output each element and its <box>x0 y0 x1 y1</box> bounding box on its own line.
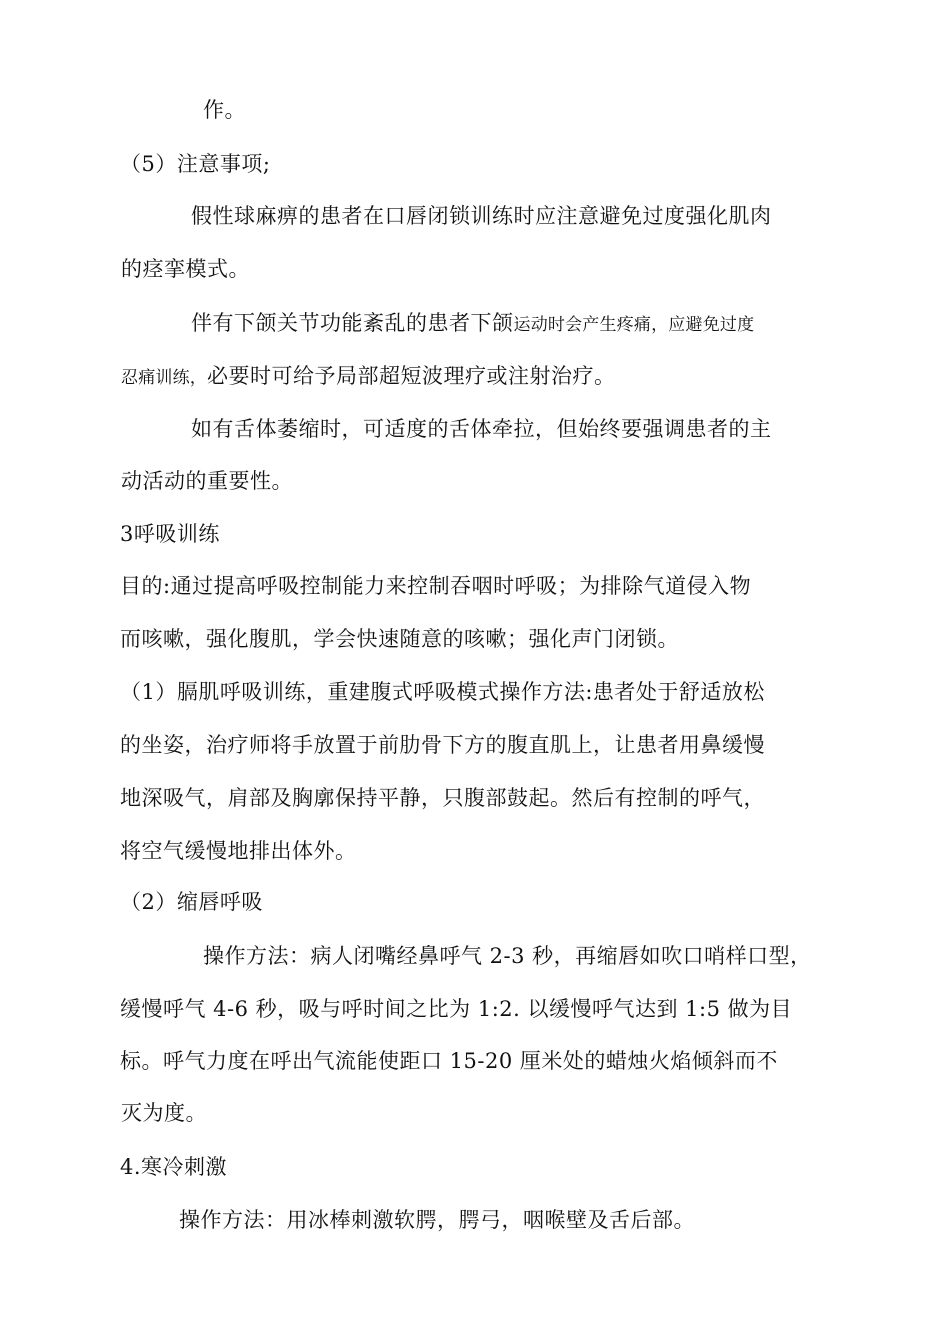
section-heading-cold-stimulation: 4.寒冷刺激 <box>120 1155 228 1179</box>
paragraph-line: 而咳嗽，强化腹肌，学会快速随意的咳嗽；强化声门闭锁。 <box>120 627 679 651</box>
paragraph-line: 假性球麻痹的患者在口唇闭锁训练时应注意避免过度强化肌肉 <box>191 204 772 228</box>
paragraph-line <box>121 362 616 392</box>
paragraph-line: （1）膈肌呼吸训练，重建腹式呼吸模式操作方法:患者处于舒适放松 <box>120 680 765 704</box>
paragraph-line: 如有舌体萎缩时，可适度的舌体牵拉，但始终要强调患者的主 <box>191 417 772 441</box>
text-run: 必要时可给予局部超短波理疗或注射治疗。 <box>207 364 616 388</box>
paragraph-continuation: 作。 <box>203 98 246 122</box>
paragraph-line: 动活动的重要性。 <box>121 469 293 493</box>
paragraph-line: 的坐姿，治疗师将手放置于前肋骨下方的腹直肌上，让患者用鼻缓慢 <box>120 733 765 757</box>
paragraph-line: 的痉挛模式。 <box>121 257 250 281</box>
paragraph-line: 灭为度。 <box>121 1101 207 1125</box>
section-heading-precautions: （5）注意事项; <box>120 152 271 176</box>
paragraph-line <box>191 309 754 339</box>
text-run-small: 运动时会产生疼痛，应避免过度 <box>513 315 755 335</box>
subsection-heading-pursed-lip: （2）缩唇呼吸 <box>120 890 263 914</box>
text-run-small: 忍痛训练， <box>121 368 207 388</box>
paragraph-line: 将空气缓慢地排出体外。 <box>120 839 357 863</box>
section-heading-breathing: 3呼吸训练 <box>120 522 220 546</box>
paragraph-line: 操作方法：病人闭嘴经鼻呼气 2-3 秒，再缩唇如吹口哨样口型， <box>203 944 812 968</box>
paragraph-line: 操作方法：用冰棒刺激软腭，腭弓，咽喉壁及舌后部。 <box>179 1208 695 1232</box>
paragraph-line: 地深吸气，肩部及胸廓保持平静，只腹部鼓起。然后有控制的呼气， <box>120 786 765 810</box>
text-run: 伴有下颌关节功能紊乱的患者下颌 <box>191 311 514 335</box>
paragraph-line: 目的:通过提高呼吸控制能力来控制吞咽时呼吸；为排除气道侵入物 <box>120 574 752 598</box>
paragraph-line: 缓慢呼气 4-6 秒，吸与呼时间之比为 1:2. 以缓慢呼气达到 1:5 做为目 <box>120 997 793 1021</box>
paragraph-line: 标。呼气力度在呼出气流能使距口 15-20 厘米处的蜡烛火焰倾斜而不 <box>120 1049 778 1073</box>
